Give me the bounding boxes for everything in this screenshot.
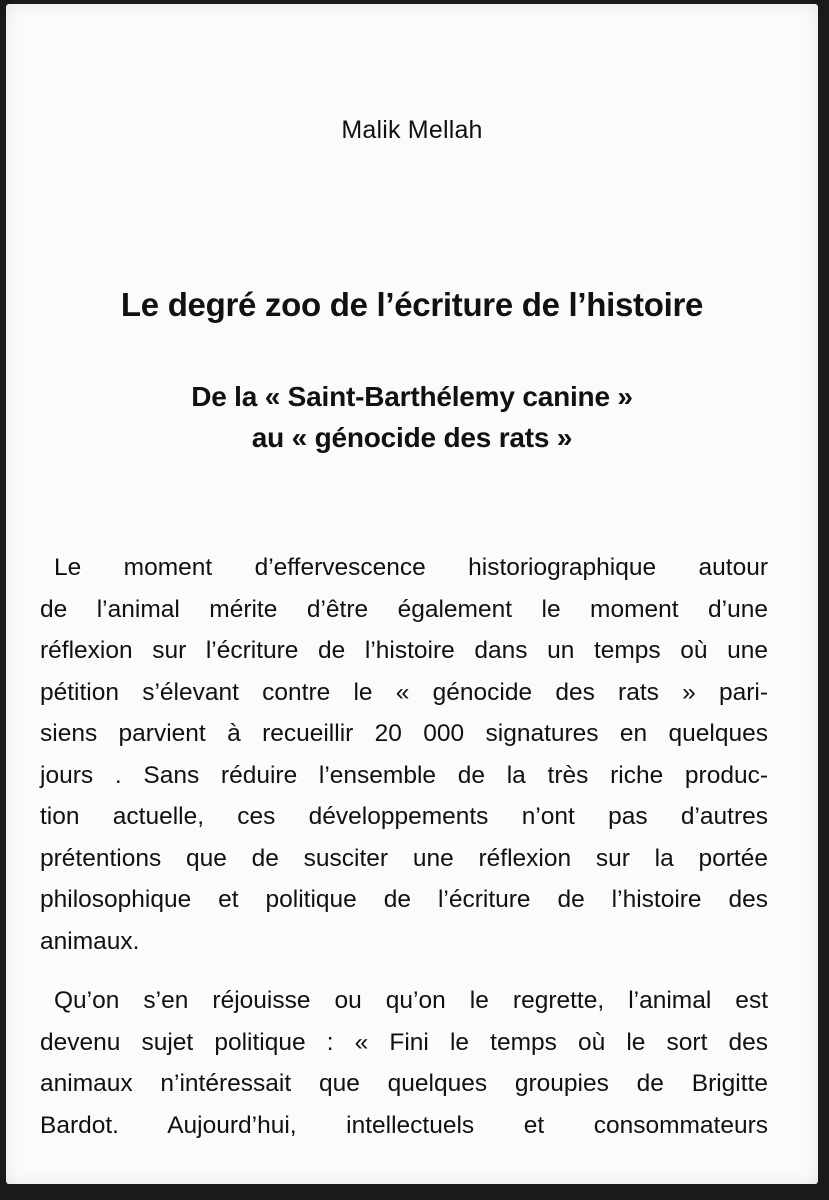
- text-line: Le moment d’effervescence historiographique autour: [54, 554, 768, 581]
- text-line: de l’animal mérite d’être également le moment d’une: [40, 595, 768, 623]
- paragraph-2: [40, 980, 768, 1146]
- book-page: [6, 4, 818, 1184]
- text-line: siens parvient à recueillir 20 000 signatures en quelques: [40, 720, 768, 747]
- chapter-title: Le degré zoo de l’écriture de l’histoire: [120, 286, 704, 323]
- text-line: devenu sujet politique : « Fini le temps où le sort des: [40, 1028, 768, 1056]
- text-line: pétition s’élevant contre le « génocide des rats » pari-: [40, 678, 768, 706]
- text-line: Qu’on s’en réjouisse ou qu’on le regrette, l’animal est: [54, 987, 768, 1014]
- text-line: jours . Sans réduire l’ensemble de la très riche produc-: [40, 761, 768, 789]
- text-line: réflexion sur l’écriture de l’histoire dans un temps où une: [40, 637, 768, 664]
- text-line: animaux n’intéressait que quelques groupies de Brigitte: [40, 1070, 768, 1097]
- text-line: philosophique et politique de l’écriture de l’histoire des: [40, 886, 768, 913]
- text-line: tion actuelle, ces développements n’ont pas d’autres: [40, 803, 768, 830]
- subtitle-line: De la « Saint-Barthélemy canine »: [191, 381, 633, 412]
- chapter-subtitle: [6, 376, 818, 458]
- paragraph-1: [40, 547, 768, 962]
- text-line: Bardot. Aujourd’hui, intellectuels et consommateurs: [40, 1111, 768, 1139]
- author-name: Malik Mellah: [341, 116, 483, 144]
- text-line: prétentions que de susciter une réflexion sur la portée: [40, 844, 768, 872]
- subtitle-line: au « génocide des rats »: [251, 422, 573, 453]
- text-line: animaux.: [40, 927, 140, 955]
